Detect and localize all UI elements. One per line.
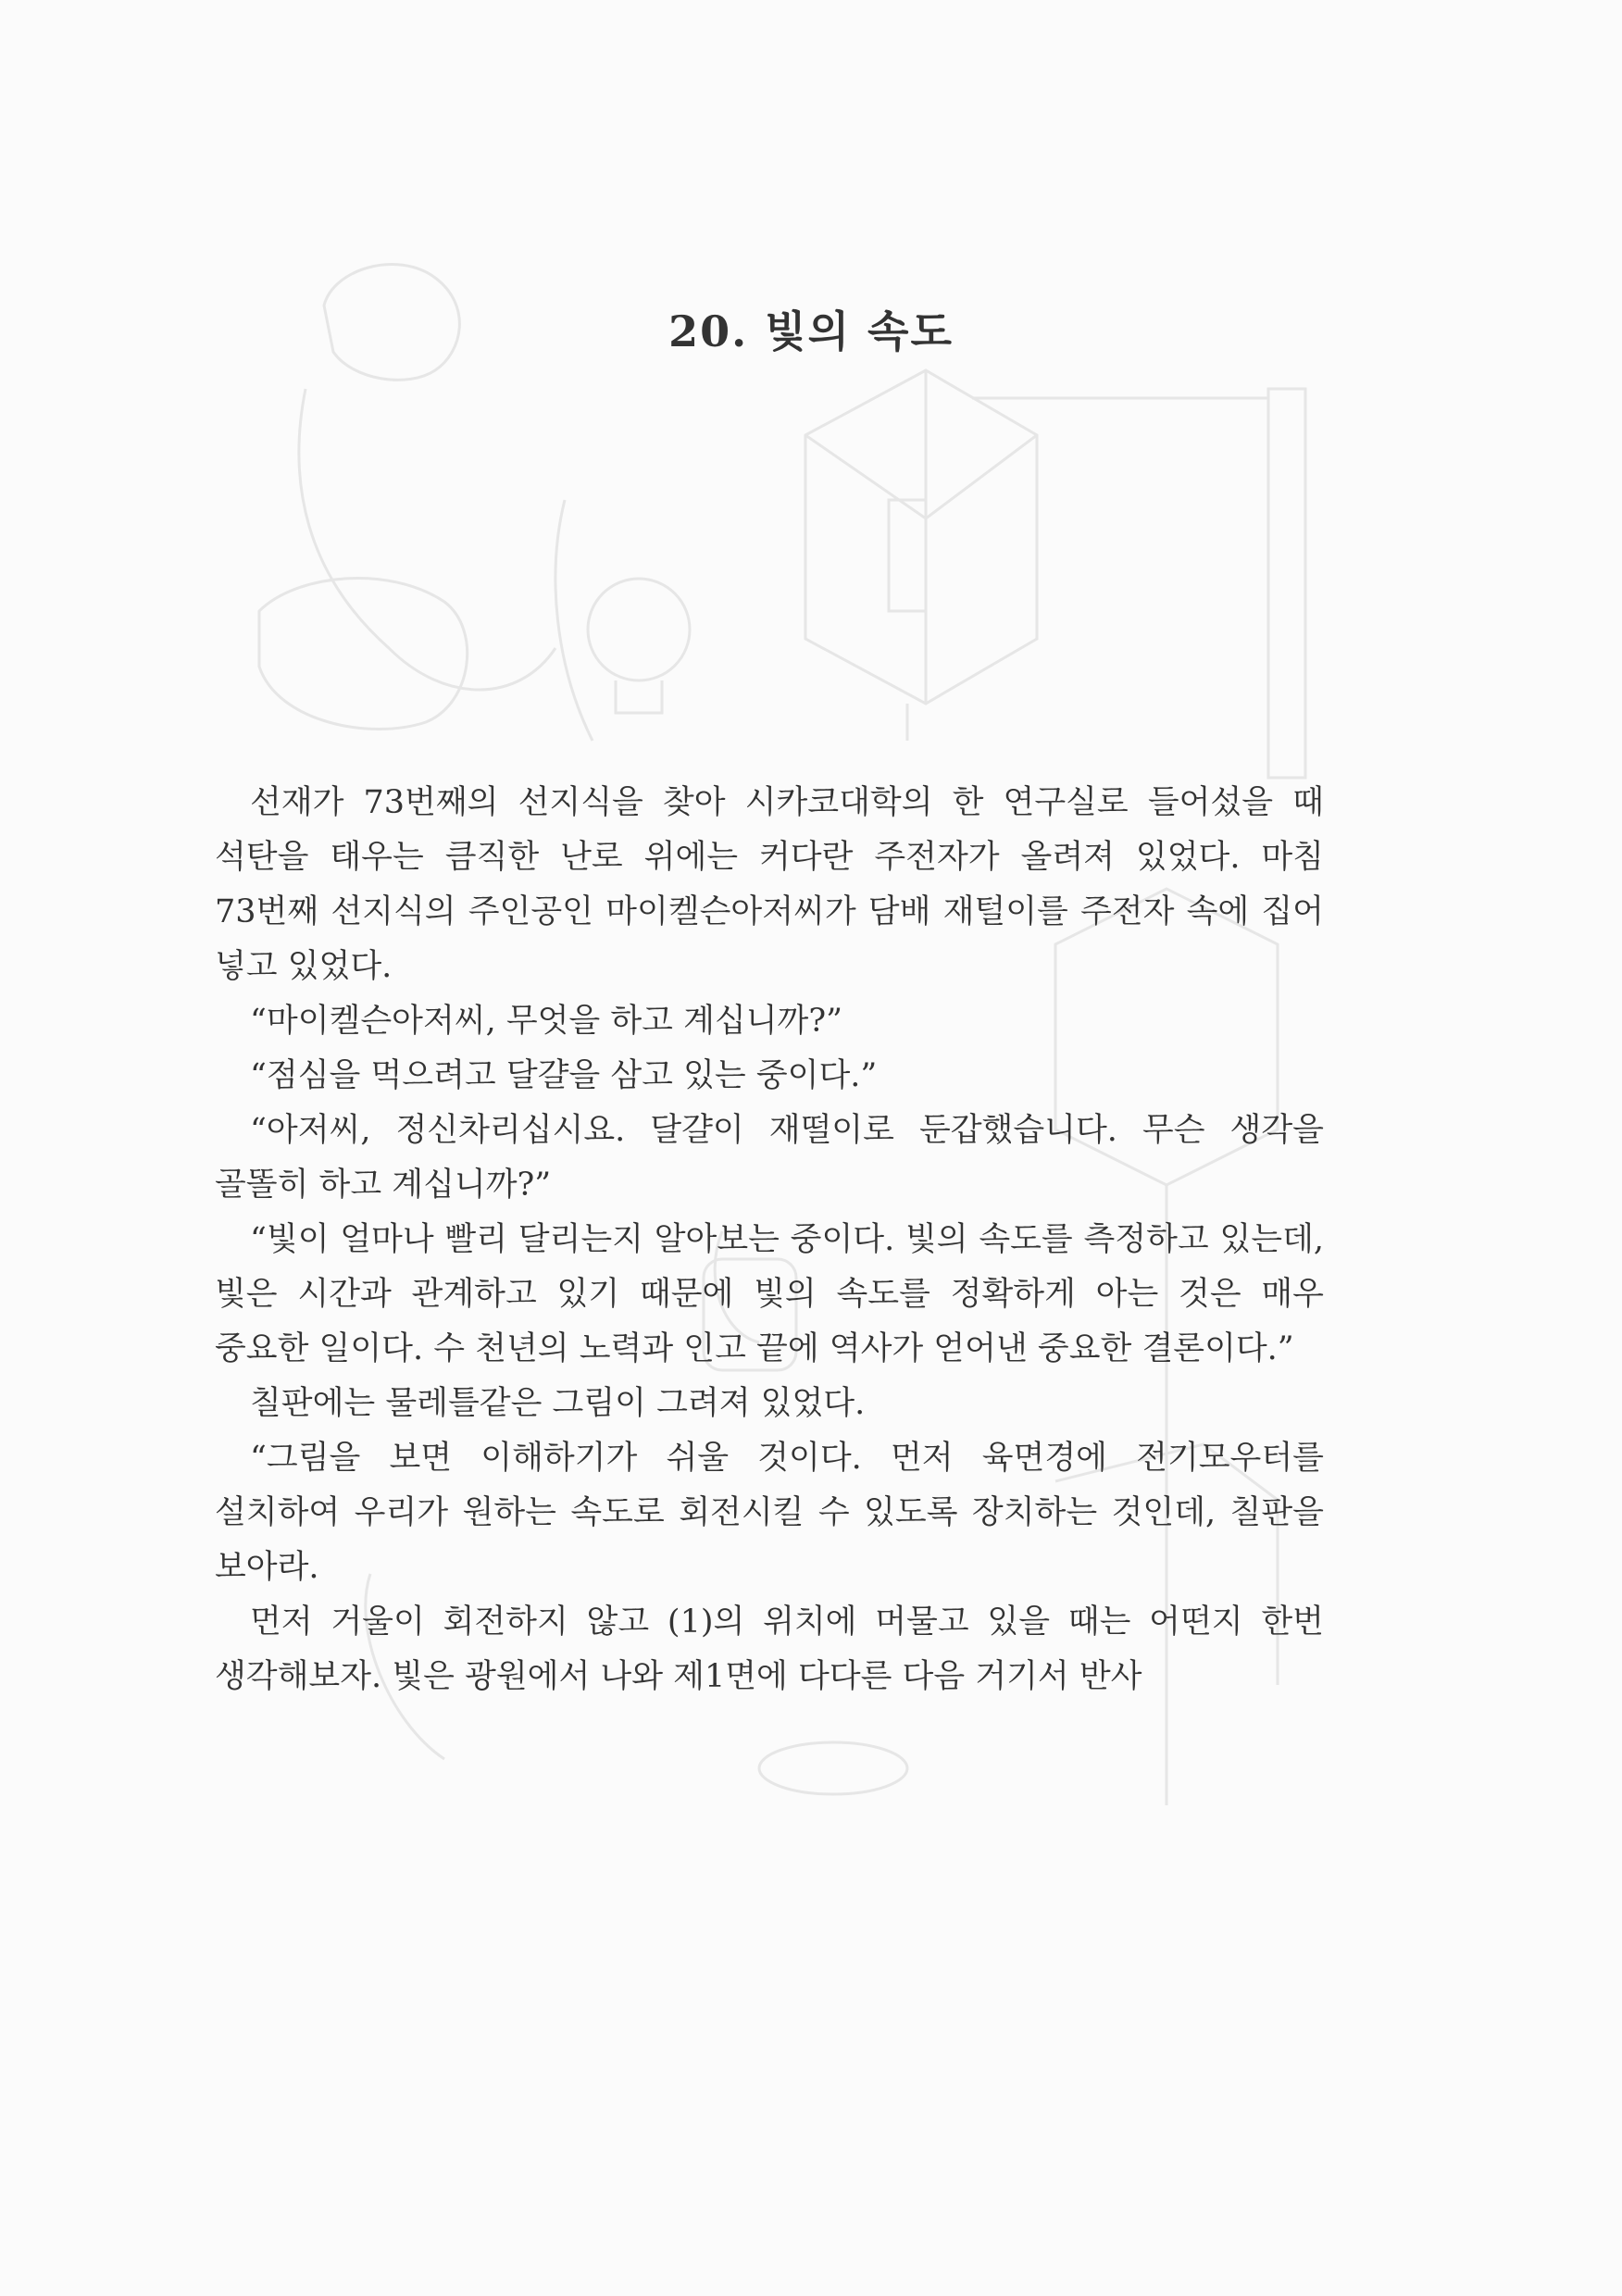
paragraph: 먼저 거울이 회전하지 않고 (1)의 위치에 머물고 있을 때는 어떤지 한번 생각해보자. 빛은 광원에서 나와 제1면에 다다른 다음 거기서 반사 <box>215 1603 1324 1695</box>
body-text <box>215 776 1324 1704</box>
chapter-title: 20. 빛의 속도 <box>668 306 954 356</box>
paragraph: 선재가 73번째의 선지식을 찾아 시카코대학의 한 연구실로 들어섰을 때 석탄을 태우는 큼직한 난로 위에는 커다란 주전자가 올려져 있었다. 마침 73번째 선지식의 주인공인 마이켈슨아저씨가 담배 재털이를 주전자 속에 집어 넣고 있었다. <box>215 784 1324 985</box>
paragraph: “점심을 먹으려고 달걀을 삼고 있는 중이다.” <box>250 1057 878 1094</box>
figure-body-outline <box>299 389 555 690</box>
ruler-outline <box>1268 389 1305 778</box>
paragraph: “마이켈슨아저씨, 무엇을 하고 계십니까?” <box>250 1003 843 1040</box>
paragraph: “그림을 보면 이해하기가 쉬울 것이다. 먼저 육면경에 전기모우터를 설치하여 우리가 원하는 속도로 회전시킬 수 있도록 장치하는 것인데, 칠판을 보아라. <box>215 1440 1324 1586</box>
mirror-apparatus-outline <box>805 370 1037 704</box>
paragraph: “아저씨, 정신차리십시요. 달걀이 재떨이로 둔갑했습니다. 무슨 생각을 골똘히 하고 계십니까?” <box>215 1112 1324 1204</box>
paragraph: “빛이 얼마나 빨리 달리는지 알아보는 중이다. 빛의 속도를 측정하고 있는데, 빛은 시간과 관계하고 있기 때문에 빛의 속도를 정확하게 아는 것은 매우 중요한 일이다. 수 천년의 노력과 인고 끝에 역사가 얻어낸 중요한 결론이다.” <box>215 1221 1324 1367</box>
paragraph: 칠판에는 물레틀같은 그림이 그려져 있었다. <box>250 1385 866 1422</box>
lamp-bulb-outline <box>588 579 690 680</box>
